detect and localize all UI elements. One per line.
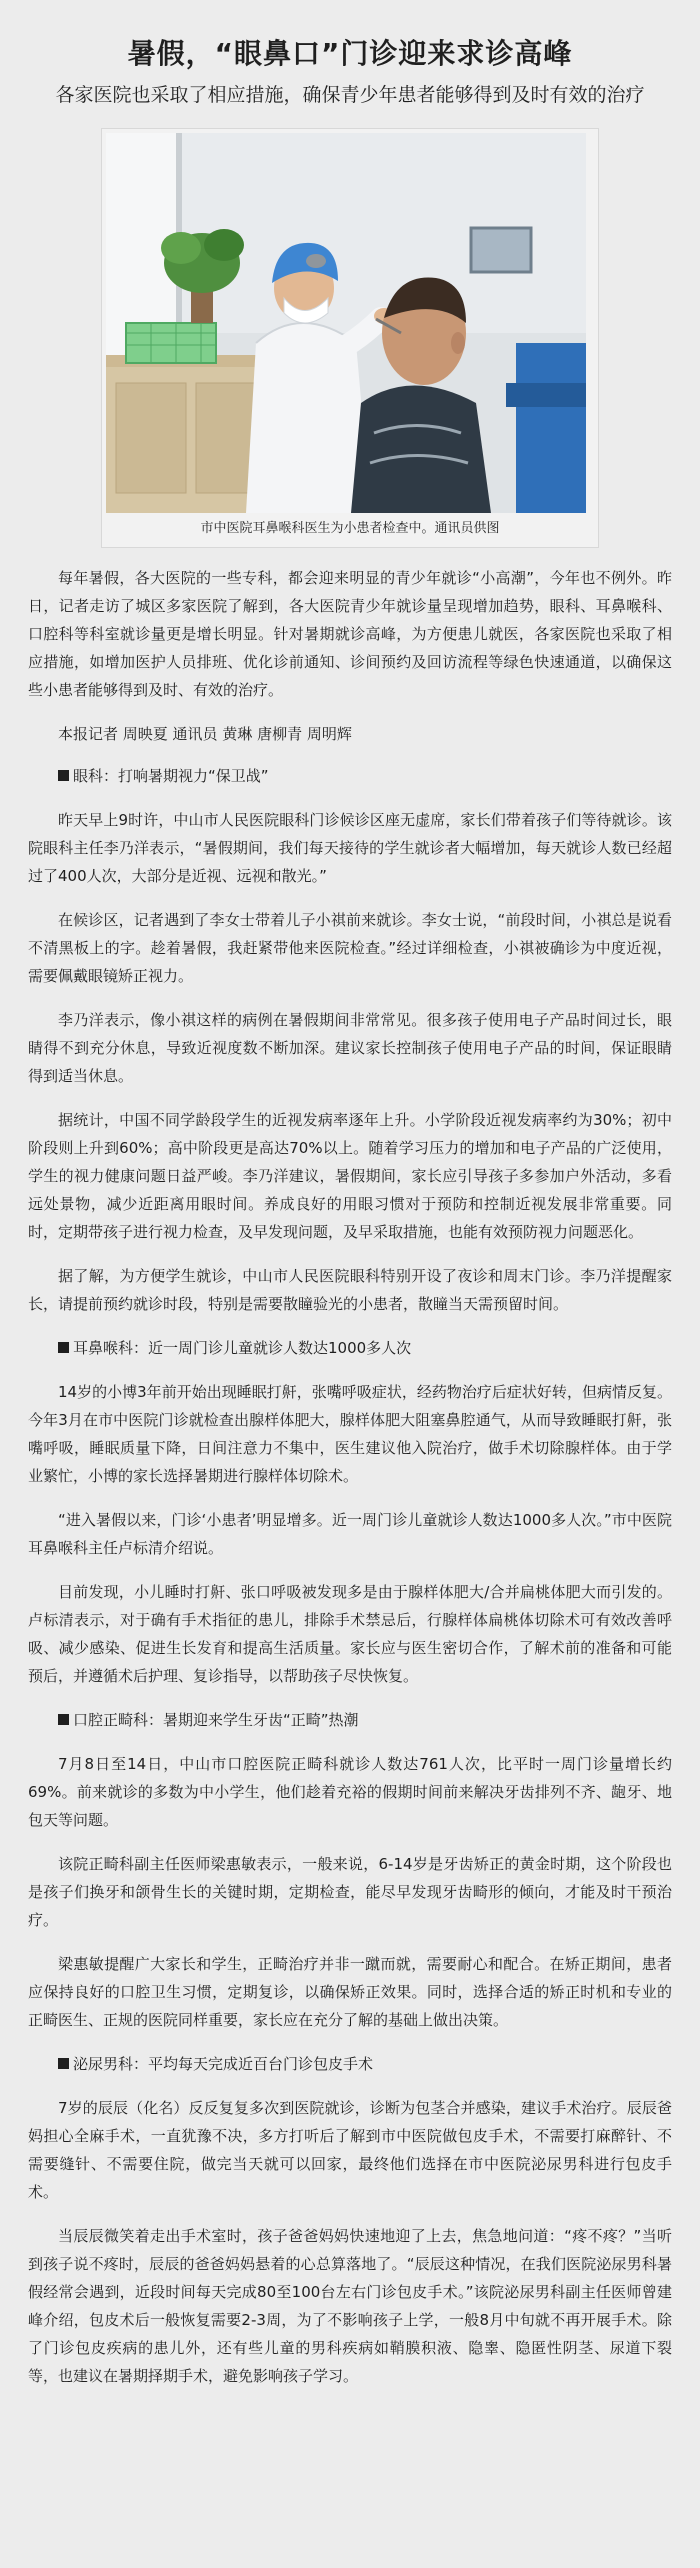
subheadline: 各家医院也采取了相应措施，确保青少年患者能够得到及时有效的治疗 [55,84,645,106]
body-paragraph: 据了解，为方便学生就诊，中山市人民医院眼科特别开设了夜诊和周末门诊。李乃洋提醒家长，请提前预约就诊时段，特别是需要散瞳验光的小患者，散瞳当天需预留时间。 [28,1267,672,1313]
news-photo [106,133,586,513]
body-paragraph: 目前发现，小儿睡时打鼾、张口呼吸被发现多是由于腺样体肥大/合并扁桃体肥大而引发的。卢标清表示，对于确有手术指征的患儿，排除手术禁忌后，行腺样体扁桃体切除术可有效改善呼吸、减少感染、促进生长发育和提高生活质量。家长应与医生密切合作，了解术前的准备和可能预后，并遵循术后护理、复诊指导，以帮助孩子尽快恢复。 [28,1583,672,1685]
section-heading-orthodontics: 口腔正畸科：暑期迎来学生牙齿“正畸”热潮 [28,1706,672,1734]
article-body [28,564,672,2390]
body-paragraph: 梁惠敏提醒广大家长和学生，正畸治疗并非一蹴而就，需要耐心和配合。在矫正期间，患者应保持良好的口腔卫生习惯，定期复诊，以确保矫正效果。同时，选择合适的矫正时机和专业的正畸医生、正规的医院同样重要，家长应在充分了解的基础上做出决策。 [28,1955,672,2029]
body-paragraph: 在候诊区，记者遇到了李女士带着儿子小祺前来就诊。李女士说，“前段时间，小祺总是说看不清黑板上的字。趁着暑假，我赶紧带他来医院检查。”经过详细检查，小祺被确诊为中度近视，需要佩戴眼镜矫正视力。 [28,911,672,985]
bullet-square-icon [58,770,69,781]
section-heading-ophthalmology: 眼科：打响暑期视力“保卫战” [28,762,672,790]
body-paragraph: 李乃洋表示，像小祺这样的病例在暑假期间非常常见。很多孩子使用电子产品时间过长，眼睛得不到充分休息，导致近视度数不断加深。建议家长控制孩子使用电子产品的时间，保证眼睛得到适当休息。 [28,1011,672,1085]
headline: 暑假，“眼鼻口”门诊迎来求诊高峰 [127,37,573,70]
bullet-square-icon [58,1714,69,1725]
body-paragraph: 当辰辰微笑着走出手术室时，孩子爸爸妈妈快速地迎了上去，焦急地问道：“疼不疼？”当听到孩子说不疼时，辰辰的爸爸妈妈悬着的心总算落地了。“辰辰这种情况，在我们医院泌尿男科暑假经常会遇到，近段时间每天完成80至100台左右门诊包皮手术。”该院泌尿男科副主任医师曾建峰介绍，包皮术后一般恢复需要2-3周，为了不影响孩子上学，一般8月中旬就不再开展手术。除了门诊包皮疾病的患儿外，还有些儿童的男科疾病如鞘膜积液、隐睾、隐匿性阴茎、尿道下裂等，也建议在暑期择期手术，避免影响孩子学习。 [28,2227,672,2385]
body-paragraph: 该院正畸科副主任医师梁惠敏表示，一般来说，6-14岁是牙齿矫正的黄金时期，这个阶段也是孩子们换牙和颌骨生长的关键时期，定期检查，能尽早发现牙齿畸形的倾向，才能及时干预治疗。 [28,1855,672,1929]
section-heading-urology: 泌尿男科：平均每天完成近百台门诊包皮手术 [28,2050,672,2078]
intro-paragraph: 每年暑假，各大医院的一些专科，都会迎来明显的青少年就诊“小高潮”，今年也不例外。昨日，记者走访了城区多家医院了解到，各大医院青少年就诊量呈现增加趋势，眼科、耳鼻喉科、口腔科等科室就诊量更是增长明显。针对暑期就诊高峰，为方便患儿就医，各家医院也采取了相应措施，如增加医护人员排班、优化诊前通知、诊间预约及回访流程等绿色快速通道，以确保这些小患者能够得到及时、有效的治疗。 [28,569,672,699]
bullet-square-icon [58,2058,69,2069]
body-paragraph: 昨天早上9时许，中山市人民医院眼科门诊候诊区座无虚席，家长们带着孩子们等待就诊。该院眼科主任李乃洋表示，“暑假期间，我们每天接待的学生就诊者大幅增加，每天就诊人数已经超过了400人次，大部分是近视、远视和散光。” [28,811,672,885]
photo-caption: 市中医院耳鼻喉科医生为小患者检查中。通讯员供图 [200,521,500,536]
body-paragraph: 7月8日至14日，中山市口腔医院正畸科就诊人数达761人次，比平时一周门诊量增长约69%。前来就诊的多数为中小学生，他们趁着充裕的假期时间前来解决牙齿排列不齐、龅牙、地包天等问题。 [28,1755,672,1829]
byline: 本报记者 周映夏 通讯员 黄琳 唐柳青 周明辉 [58,725,352,743]
bullet-square-icon [58,1342,69,1353]
body-paragraph: 7岁的辰辰（化名）反反复复多次到医院就诊，诊断为包茎合并感染，建议手术治疗。辰辰爸妈担心全麻手术，一直犹豫不决，多方打听后了解到市中医院做包皮手术，不需要打麻醉针、不需要缝针、不需要住院，做完当天就可以回家，最终他们选择在市中医院泌尿男科进行包皮手术。 [28,2099,672,2201]
section-heading-ent: 耳鼻喉科：近一周门诊儿童就诊人数达1000多人次 [28,1334,672,1362]
body-paragraph: 据统计，中国不同学龄段学生的近视发病率逐年上升。小学阶段近视发病率约为30%；初中阶段则上升到60%；高中阶段更是高达70%以上。随着学习压力的增加和电子产品的广泛使用，学生的视力健康问题日益严峻。李乃洋建议，暑假期间，家长应引导孩子多参加户外活动，多看远处景物，减少近距离用眼时间。养成良好的用眼习惯对于预防和控制近视发展非常重要。同时，定期带孩子进行视力检查，及早发现问题，及早采取措施，也能有效预防视力问题恶化。 [28,1111,672,1241]
photo-figure [101,128,599,548]
body-paragraph: 14岁的小博3年前开始出现睡眠打鼾，张嘴呼吸症状，经药物治疗后症状好转，但病情反复。今年3月在市中医院门诊就检查出腺样体肥大，腺样体肥大阻塞鼻腔通气，从而导致睡眠打鼾，张嘴呼吸，睡眠质量下降，日间注意力不集中，医生建议他入院治疗，做手术切除腺样体。由于学业繁忙，小博的家长选择暑期进行腺样体切除术。 [28,1383,672,1485]
body-paragraph: “进入暑假以来，门诊‘小患者’明显增多。近一周门诊儿童就诊人数达1000多人次。”市中医院耳鼻喉科主任卢标清介绍说。 [28,1511,672,1557]
